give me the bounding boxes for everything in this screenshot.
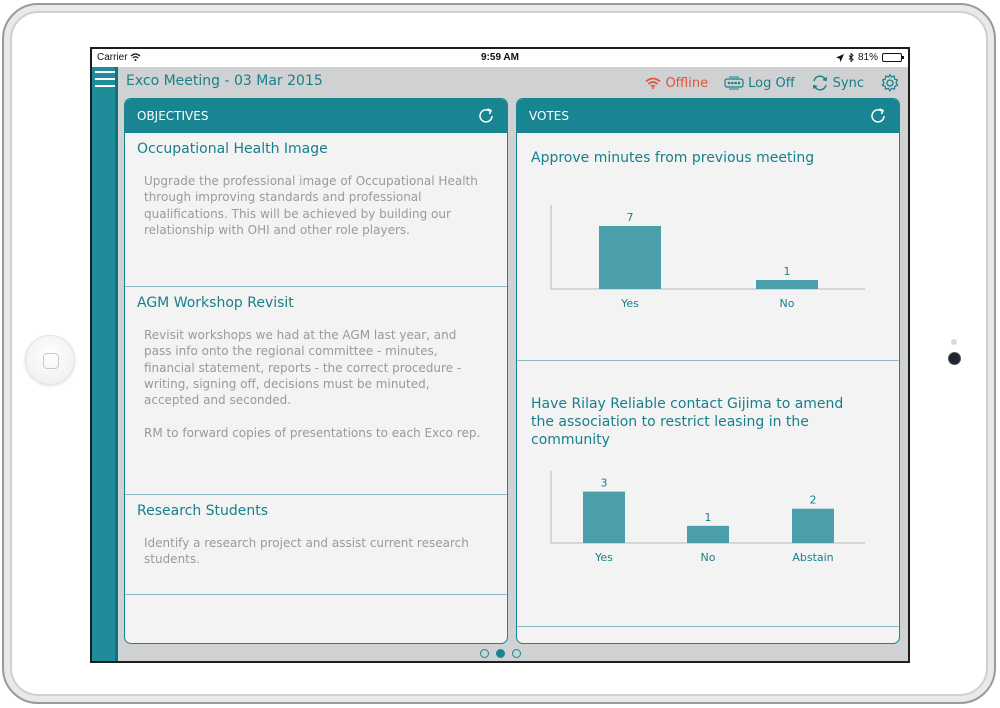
bluetooth-icon — [848, 53, 854, 62]
carrier-label: Carrier — [97, 52, 141, 63]
logoff-icon — [724, 76, 744, 90]
bar-value-label: 1 — [704, 510, 712, 524]
page-dot[interactable] — [496, 649, 505, 658]
vote-question: Approve minutes from previous meeting — [531, 150, 815, 166]
location-icon — [836, 54, 844, 62]
category-label: No — [779, 297, 795, 310]
refresh-icon[interactable] — [869, 107, 887, 125]
objective-title: Research Students — [137, 503, 269, 519]
clock: 9:59 AM — [481, 52, 519, 63]
category-label: No — [700, 551, 716, 564]
sync-button[interactable] — [811, 75, 864, 91]
chart-bar — [756, 280, 818, 289]
wifi-icon — [645, 77, 661, 89]
offline-status[interactable] — [645, 76, 708, 91]
vote-chart — [517, 459, 900, 579]
objectives-panel — [124, 98, 508, 644]
battery-icon — [882, 53, 902, 62]
chart-bar — [583, 492, 625, 543]
objective-item[interactable] — [125, 287, 507, 495]
objectives-header-label: OBJECTIVES — [137, 109, 209, 123]
category-label: Yes — [595, 551, 613, 564]
page-dot[interactable] — [512, 649, 521, 658]
vote-item[interactable] — [517, 361, 899, 627]
offline-label: Offline — [665, 75, 709, 91]
objective-description: Revisit workshops we had at the AGM last year, and pass info onto the regional committee - minutes, financial statement, reports - the correct procedure - writing, signing off, decisions must be minuted, accepted and seconded. RM to forward copies of presentations to each Exco rep. — [144, 328, 481, 440]
objective-title: Occupational Health Image — [137, 141, 328, 157]
settings-button[interactable] — [880, 73, 900, 93]
page-title: Exco Meeting - 03 Mar 2015 — [126, 73, 323, 89]
objective-item[interactable] — [125, 495, 507, 595]
category-label: Abstain — [792, 551, 834, 564]
gear-icon — [880, 73, 900, 93]
home-button[interactable] — [25, 335, 75, 385]
battery-percent: 81% — [857, 52, 878, 63]
app-screen — [90, 47, 910, 663]
status-bar — [92, 49, 908, 67]
votes-header — [517, 99, 899, 133]
category-label: Yes — [621, 297, 639, 310]
sync-icon — [811, 75, 829, 91]
refresh-icon[interactable] — [477, 107, 495, 125]
objective-item[interactable] — [125, 133, 507, 287]
sidebar — [92, 67, 118, 663]
chart-bar — [792, 509, 834, 543]
chart-axis — [551, 205, 865, 289]
logoff-button[interactable] — [724, 76, 795, 91]
sensor — [951, 339, 957, 345]
logoff-label: Log Off — [748, 75, 795, 91]
objective-description: Identify a research project and assist current research students. — [144, 536, 469, 567]
hamburger-menu-icon[interactable] — [95, 71, 115, 89]
vote-question: Have Rilay Reliable contact Gijima to amend the association to restrict leasing in the community — [531, 396, 844, 448]
vote-chart — [517, 203, 900, 323]
votes-panel — [516, 98, 900, 644]
votes-header-label: VOTES — [529, 109, 569, 123]
vote-item[interactable] — [517, 133, 899, 361]
page-dot[interactable] — [480, 649, 489, 658]
sync-label: Sync — [832, 75, 864, 91]
bar-value-label: 1 — [783, 265, 791, 278]
objectives-header — [125, 99, 507, 133]
chart-bar — [687, 526, 729, 543]
bar-value-label: 3 — [600, 476, 608, 490]
chart-bar — [599, 226, 661, 289]
objective-title: AGM Workshop Revisit — [137, 295, 294, 311]
page-indicator — [92, 649, 908, 658]
bar-value-label: 7 — [626, 211, 634, 224]
bar-value-label: 2 — [809, 493, 817, 507]
camera — [949, 353, 960, 364]
top-bar — [118, 67, 908, 97]
objective-description: Upgrade the professional image of Occupational Health through improving standards and professional qualifications. This will be achieved by building our relationship with OHI and other role players. — [144, 174, 478, 237]
